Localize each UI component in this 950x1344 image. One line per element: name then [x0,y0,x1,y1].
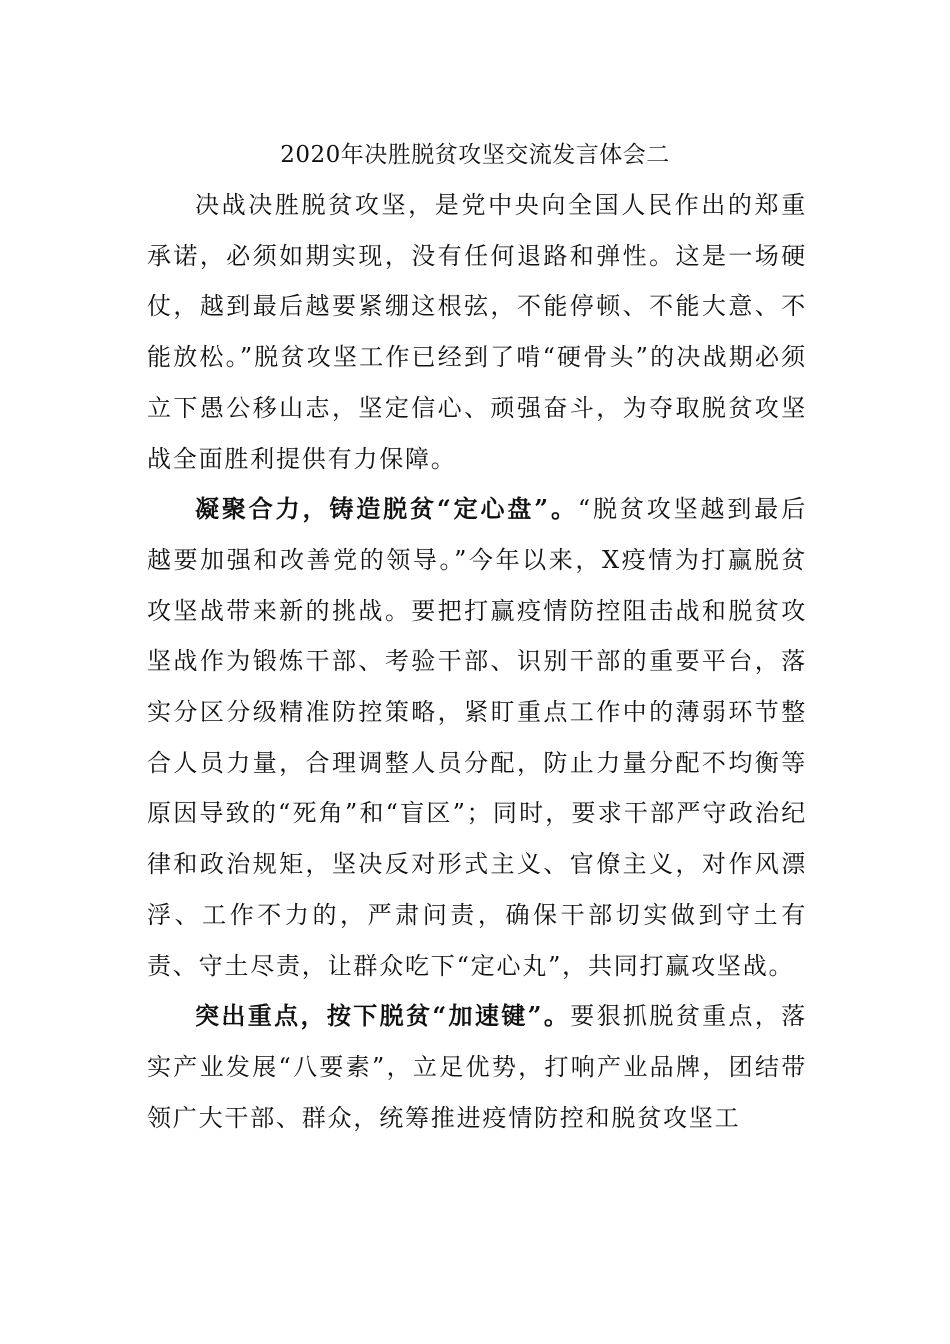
paragraph-lead: 凝聚合力，铸造脱贫“定心盘”。 [195,494,578,524]
document-body [147,180,807,1143]
document-title: 2020年决胜脱贫攻坚交流发言体会二 [280,142,670,168]
paragraph-highlight-priorities [147,991,807,1143]
paragraph-intro [147,180,807,484]
paragraph-lead: 突出重点，按下脱贫“加速键”。 [195,1001,571,1031]
paragraph-text: 决战决胜脱贫攻坚，是党中央向全国人民作出的郑重承诺，必须如期实现，没有任何退路和弹性。这是一场硬仗，越到最后越要紧绷这根弦，不能停顿、不能大意、不能放松。”脱贫攻坚工作已经到了啃“硬骨头”的决战期必须立下愚公移山志，坚定信心、顽强奋斗，为夺取脱贫攻坚战全面胜利提供有力保障。 [147,191,807,473]
paragraph-unite-forces [147,484,807,991]
paragraph-text: 要狠抓脱贫重点，落实产业发展“八要素”，立足优势，打响产业品牌，团结带领广大干部、群众，统筹推进疫情防控和脱贫攻坚工 [147,1002,808,1132]
paragraph-text: “脱贫攻坚越到最后越要加强和改善党的领导。”今年以来，X疫情为打赢脱贫攻坚战带来新的挑战。要把打赢疫情防控阻击战和脱贫攻坚战作为锻炼干部、考验干部、识别干部的重要平台，落实分区分级精准防控策略，紧盯重点工作中的薄弱环节整合人员力量，合理调整人员分配，防止力量分配不均衡等原因导致的“死角”和“盲区”；同时，要求干部严守政治纪律和政治规矩，坚决反对形式主义、官僚主义，对作风漂浮、工作不力的，严肃问责，确保干部切实做到守土有责、守土尽责，让群众吃下“定心丸”，共同打赢攻坚战。 [147,495,807,980]
